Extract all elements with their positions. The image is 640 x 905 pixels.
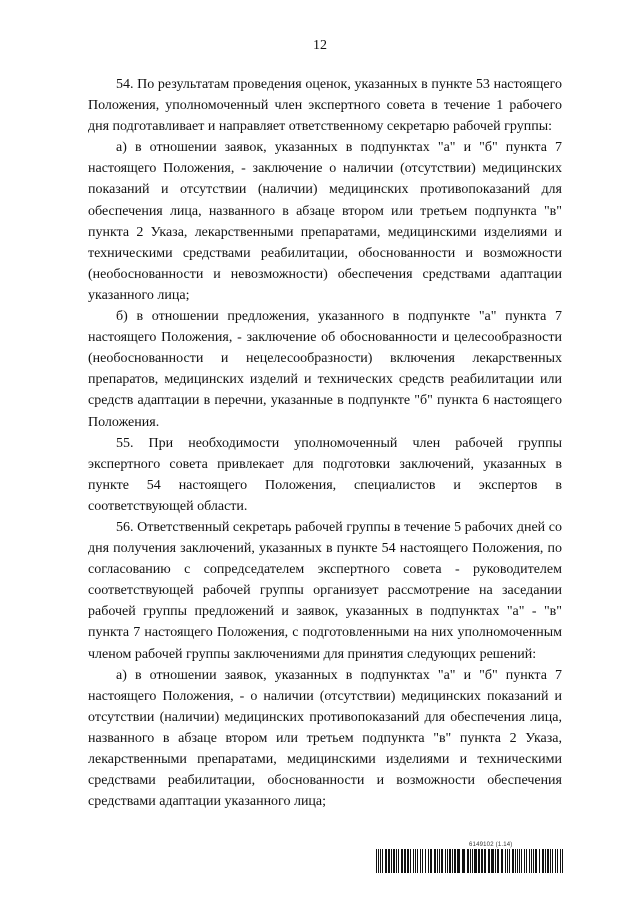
barcode-bar bbox=[512, 849, 514, 873]
barcode-bar bbox=[517, 849, 518, 873]
barcode-bar bbox=[396, 849, 397, 873]
barcode-bar bbox=[415, 849, 416, 873]
barcode-bar bbox=[545, 849, 546, 873]
barcode-bar bbox=[391, 849, 392, 873]
barcode-bar bbox=[521, 849, 522, 873]
barcode-bar bbox=[497, 849, 499, 873]
barcode-bar bbox=[462, 849, 465, 873]
barcode-bar bbox=[560, 849, 561, 873]
paragraph-56: 56. Ответственный секретарь рабочей группы в течение 5 рабочих дней со дня получения заключений, указанных в пункте 54 настоящего Положения, по согласованию с сопредседателем экспертного совета - руководителем соответствующей рабочей группы организует рассмотрение на заседании рабочей группы предложений и заявок, указанных в подпунктах "а" - "в" пункта 7 настоящего Положения, с подготовленными на них уполномоченным членом рабочей группы заключениями для принятия следующих решений: bbox=[88, 519, 562, 662]
barcode-bar bbox=[404, 849, 406, 873]
barcode-bar bbox=[417, 849, 418, 873]
barcode-bar bbox=[437, 849, 438, 873]
barcode-bar bbox=[378, 849, 379, 873]
barcode-bar bbox=[531, 849, 532, 873]
barcode-bar bbox=[557, 849, 558, 873]
page-number: 12 bbox=[313, 38, 327, 53]
barcode-bar bbox=[529, 849, 530, 873]
barcode-bar bbox=[422, 849, 423, 873]
barcode-bar bbox=[420, 849, 421, 873]
barcode-bar bbox=[478, 849, 480, 873]
barcode-bar bbox=[441, 849, 443, 873]
barcode-bar bbox=[474, 849, 477, 873]
barcode-bar bbox=[393, 849, 395, 873]
paragraph-56-a: а) в отношении заявок, указанных в подпунктах "а" и "б" пункта 7 настоящего Положения, - о наличии (отсутствии) медицинских показаний и отсутствии (наличии) медицинских противопоказаний для обеспечения лица, названного в абзаце втором или третьем подпункта "в" пункта 2 Указа, лекарственными препаратами, медицинскими изделиями и техническими средствами реабилитации, обоснованности и возможности обеспечения средствами адаптации указанного лица; bbox=[88, 667, 562, 810]
barcode-bar bbox=[428, 849, 429, 873]
barcode-bar bbox=[388, 849, 390, 873]
barcode-bar bbox=[407, 849, 409, 873]
barcode-bar bbox=[550, 849, 551, 873]
barcode-bar bbox=[382, 849, 383, 873]
barcode-bar bbox=[495, 849, 496, 873]
barcode-bar bbox=[449, 849, 451, 873]
barcode-bar bbox=[434, 849, 436, 873]
barcode-bar bbox=[526, 849, 527, 873]
barcode-bar bbox=[481, 849, 483, 873]
barcode-bar bbox=[470, 849, 471, 873]
paragraph-54: 54. По результатам проведения оценок, указанных в пункте 53 настоящего Положения, уполномоченный член экспертного совета в течение 1 рабочего дня подготавливает и направляет ответственному секретарю рабочей группы: bbox=[88, 77, 562, 135]
barcode-bar bbox=[524, 849, 525, 873]
barcode-bar bbox=[505, 849, 506, 873]
barcode-bar bbox=[488, 849, 490, 873]
barcode-bar bbox=[515, 849, 516, 873]
barcode-bar bbox=[484, 849, 486, 873]
barcode-bar bbox=[410, 849, 411, 873]
barcode-bar bbox=[376, 849, 377, 873]
paragraph-54-a: а) в отношении заявок, указанных в подпунктах "а" и "б" пункта 7 настоящего Положения, - заключение о наличии (отсутствии) медицинских показаний и отсутствии (наличии) медицинских противопоказаний для обеспечения лица, названного в абзаце втором или третьем подпункта "в" пункта 2 Указа, лекарственными препаратами, медицинскими изделиями и техническими средствами реабилитации, обоснованности и возможности (необоснованности и невозможности) обеспечения средствами адаптации указанного лица; bbox=[88, 140, 562, 303]
barcode-bar bbox=[439, 849, 440, 873]
document-code: 6149102 (1.14) bbox=[469, 842, 513, 848]
barcode-bar bbox=[507, 849, 508, 873]
barcode-bar bbox=[454, 849, 456, 873]
barcode-bar bbox=[539, 849, 540, 873]
barcode-bar bbox=[491, 849, 494, 873]
barcode-bar bbox=[380, 849, 381, 873]
barcode-bar bbox=[457, 849, 460, 873]
barcode-bar bbox=[452, 849, 453, 873]
barcode-bar bbox=[555, 849, 556, 873]
barcode-bar bbox=[519, 849, 520, 873]
barcode-bar bbox=[533, 849, 534, 873]
document-body bbox=[88, 74, 562, 812]
barcode-bar bbox=[535, 849, 537, 873]
barcode-bar bbox=[562, 849, 563, 873]
barcode-bar bbox=[552, 849, 553, 873]
barcode-bar bbox=[401, 849, 403, 873]
barcode-bar bbox=[445, 849, 446, 873]
barcode-bar bbox=[425, 849, 426, 873]
barcode-bar bbox=[413, 849, 414, 873]
barcode-bar bbox=[385, 849, 387, 873]
barcode-bar bbox=[547, 849, 549, 873]
barcode-bar bbox=[430, 849, 432, 873]
paragraph-54-b: б) в отношении предложения, указанного в подпункте "а" пункта 7 настоящего Положения, - заключение об обоснованности и целесообразности (необоснованности и нецелесообразности) включения лекарственных препаратов, медицинских изделий и технических средств реабилитации или средств адаптации в перечни, указанные в подпункте "б" пункта 6 настоящего Положения. bbox=[88, 309, 562, 430]
barcode-bar bbox=[472, 849, 473, 873]
paragraph-55: 55. При необходимости уполномоченный член рабочей группы экспертного совета привлекает для подготовки заключений, указанных в пункте 54 настоящего Положения, специалистов и экспертов в соответствующей области. bbox=[88, 435, 562, 514]
barcode-bar bbox=[467, 849, 469, 873]
barcode-bar bbox=[447, 849, 448, 873]
barcode-bar bbox=[509, 849, 510, 873]
barcode bbox=[376, 849, 566, 873]
barcode-bar bbox=[501, 849, 503, 873]
barcode-bar bbox=[398, 849, 399, 873]
barcode-bar bbox=[542, 849, 544, 873]
